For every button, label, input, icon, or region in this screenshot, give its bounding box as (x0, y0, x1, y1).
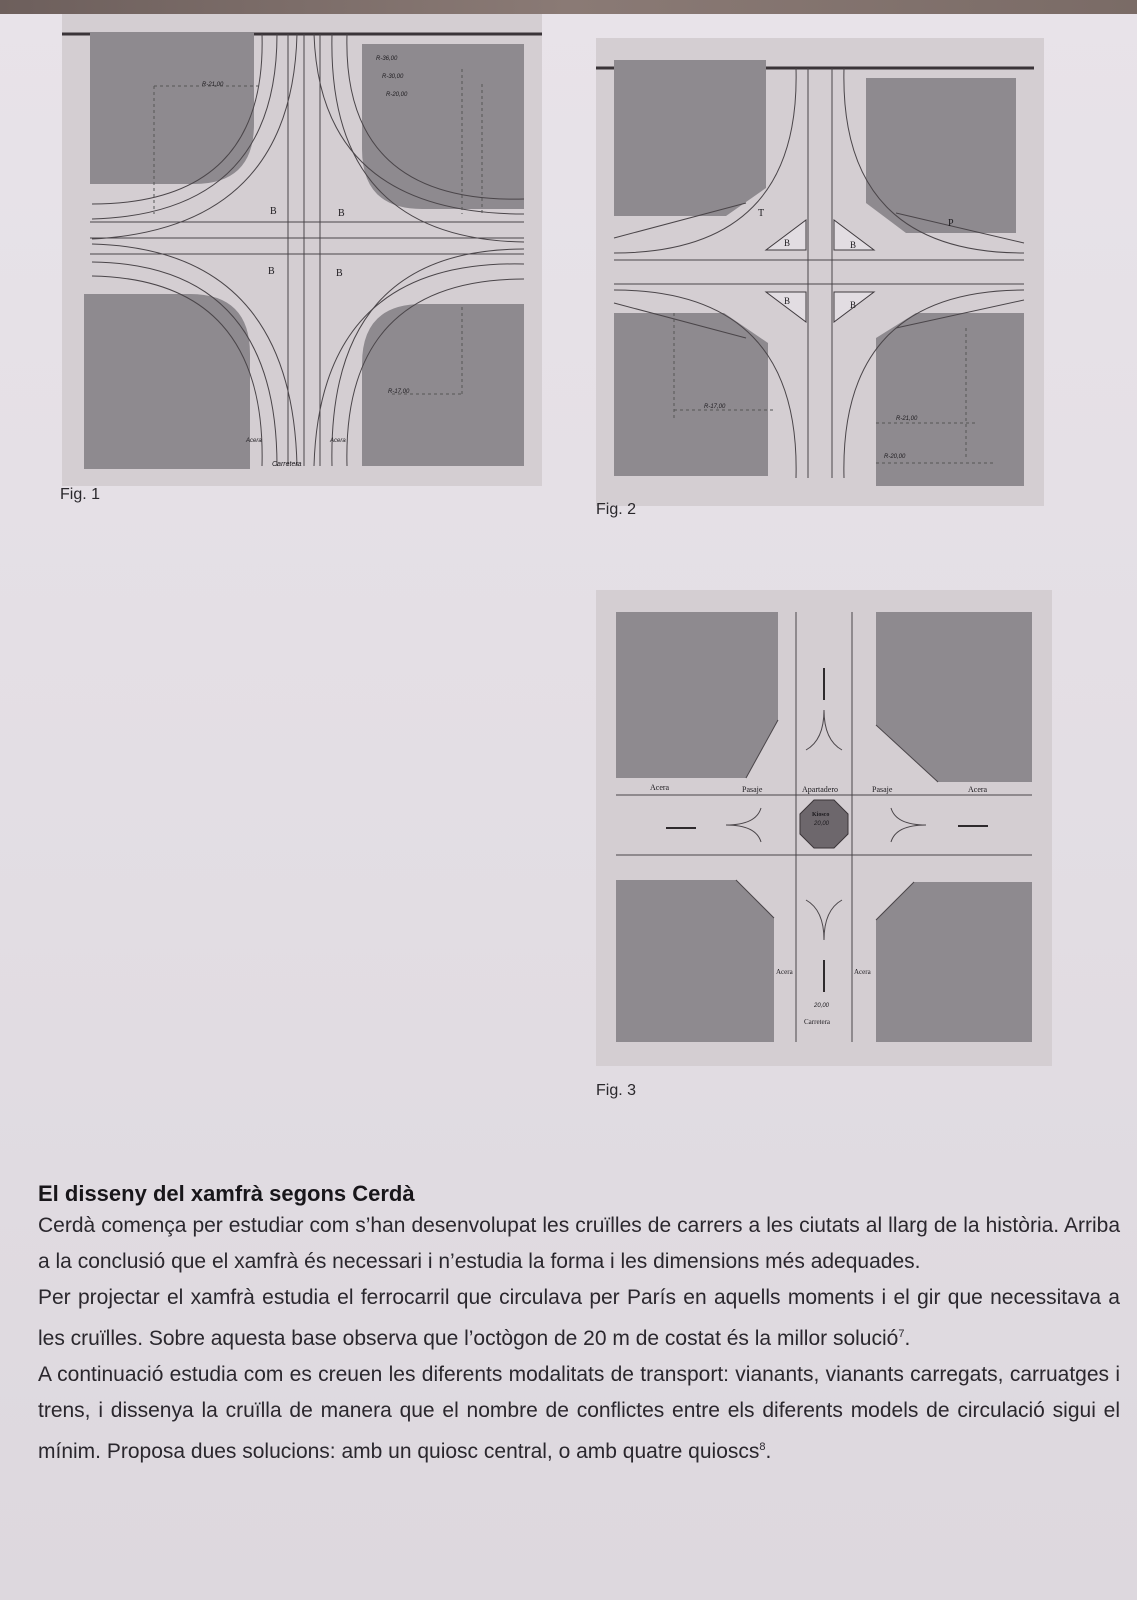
article-paragraph-2 (38, 1280, 1120, 1357)
fig3-pasaje-left: Pasaje (742, 785, 763, 794)
fig3-kiosco-dim: 20,00 (814, 821, 830, 827)
fig1-carretera: Carretera (272, 461, 302, 468)
fig1-label-b2: B (338, 208, 345, 219)
fig2-dim-2: R-21,00 (896, 416, 918, 422)
page-top-edge (0, 0, 1137, 14)
fig3-kiosco: Kiosco (812, 812, 830, 818)
article-paragraph-3 (38, 1357, 1120, 1470)
fig2-dim-1: R-17,00 (704, 404, 726, 410)
figure-3-drawing (596, 590, 1052, 1066)
figure-1-caption: Fig. 1 (60, 486, 101, 503)
fig2-dim-3: R-20,00 (884, 454, 906, 460)
article-paragraph-1 (38, 1208, 1120, 1280)
figure-2-drawing (596, 38, 1044, 506)
fig3-apartadero: Apartadero (802, 785, 838, 794)
paragraph-2-text: Per projectar el xamfrà estudia el ferrocarril que circulava per París en aquells moments i el gir que necessitava a les cruïlles. Sobre aquesta base observa que l’octògon de 20 m de costat és la millor solució (38, 1286, 1120, 1350)
article-title: El disseny del xamfrà segons Cerdà (38, 1181, 415, 1206)
fig3-carretera: Carretera (804, 1018, 831, 1026)
footnote-ref-8: 8 (759, 1441, 766, 1453)
footnote-ref-7: 7 (898, 1328, 905, 1340)
fig3-acera-right: Acera (968, 785, 988, 794)
fig2-label-t: T (758, 208, 765, 219)
paragraph-1-text: Cerdà comença per estudiar com s’han desenvolupat les cruïlles de carrers a les ciutats al llarg de la història. Arriba a la conclusió que el xamfrà és necessari i n’estudia la forma i les dimensions més adequades. (38, 1214, 1120, 1273)
paragraph-3-tail: . (765, 1440, 772, 1463)
fig1-dim-5: R-17,00 (388, 389, 410, 395)
fig2-label-b3: B (784, 296, 791, 306)
paragraph-3-text: A continuació estudia com es creuen les diferents modalitats de transport: vianants, vianants carregats, carruatges i trens, i dissenya la cruïlla de manera que el nombre de conflictes entre els diferents models de circulació sigui el mínim. Proposa dues solucions: amb un quiosc central, o amb quatre quioscs (38, 1363, 1120, 1463)
fig3-pasaje-right: Pasaje (872, 785, 893, 794)
paragraph-2-tail: . (904, 1327, 911, 1350)
fig1-label-b4: B (336, 268, 343, 279)
article-body (38, 1180, 1120, 1470)
fig1-dim-4: R-20,00 (386, 92, 408, 98)
fig1-acera-left: Acera (246, 438, 262, 444)
fig1-label-b1: B (270, 206, 277, 217)
fig1-dim-1: R-36,00 (376, 56, 398, 62)
fig1-dim-3: R-21,00 (202, 82, 224, 88)
fig2-label-p: P (948, 218, 954, 229)
figure-3-caption: Fig. 3 (596, 1082, 637, 1099)
fig3-acera-bottom-left: Acera (776, 968, 793, 976)
fig3-carretera-dim: 20,00 (814, 1003, 830, 1009)
figure-2 (596, 38, 1044, 506)
fig3-acera-bottom-right: Acera (854, 968, 871, 976)
figure-3 (596, 590, 1052, 1066)
fig2-label-b1: B (784, 238, 791, 248)
fig2-label-b4: B (850, 300, 857, 310)
fig1-dim-2: R-30,00 (382, 74, 404, 80)
fig2-label-b2: B (850, 240, 857, 250)
fig1-label-b3: B (268, 266, 275, 277)
figure-1 (62, 14, 542, 486)
fig3-acera-left: Acera (650, 783, 670, 792)
fig1-acera-right: Acera (330, 438, 346, 444)
figure-1-drawing (62, 14, 542, 486)
figure-2-caption: Fig. 2 (596, 501, 637, 518)
